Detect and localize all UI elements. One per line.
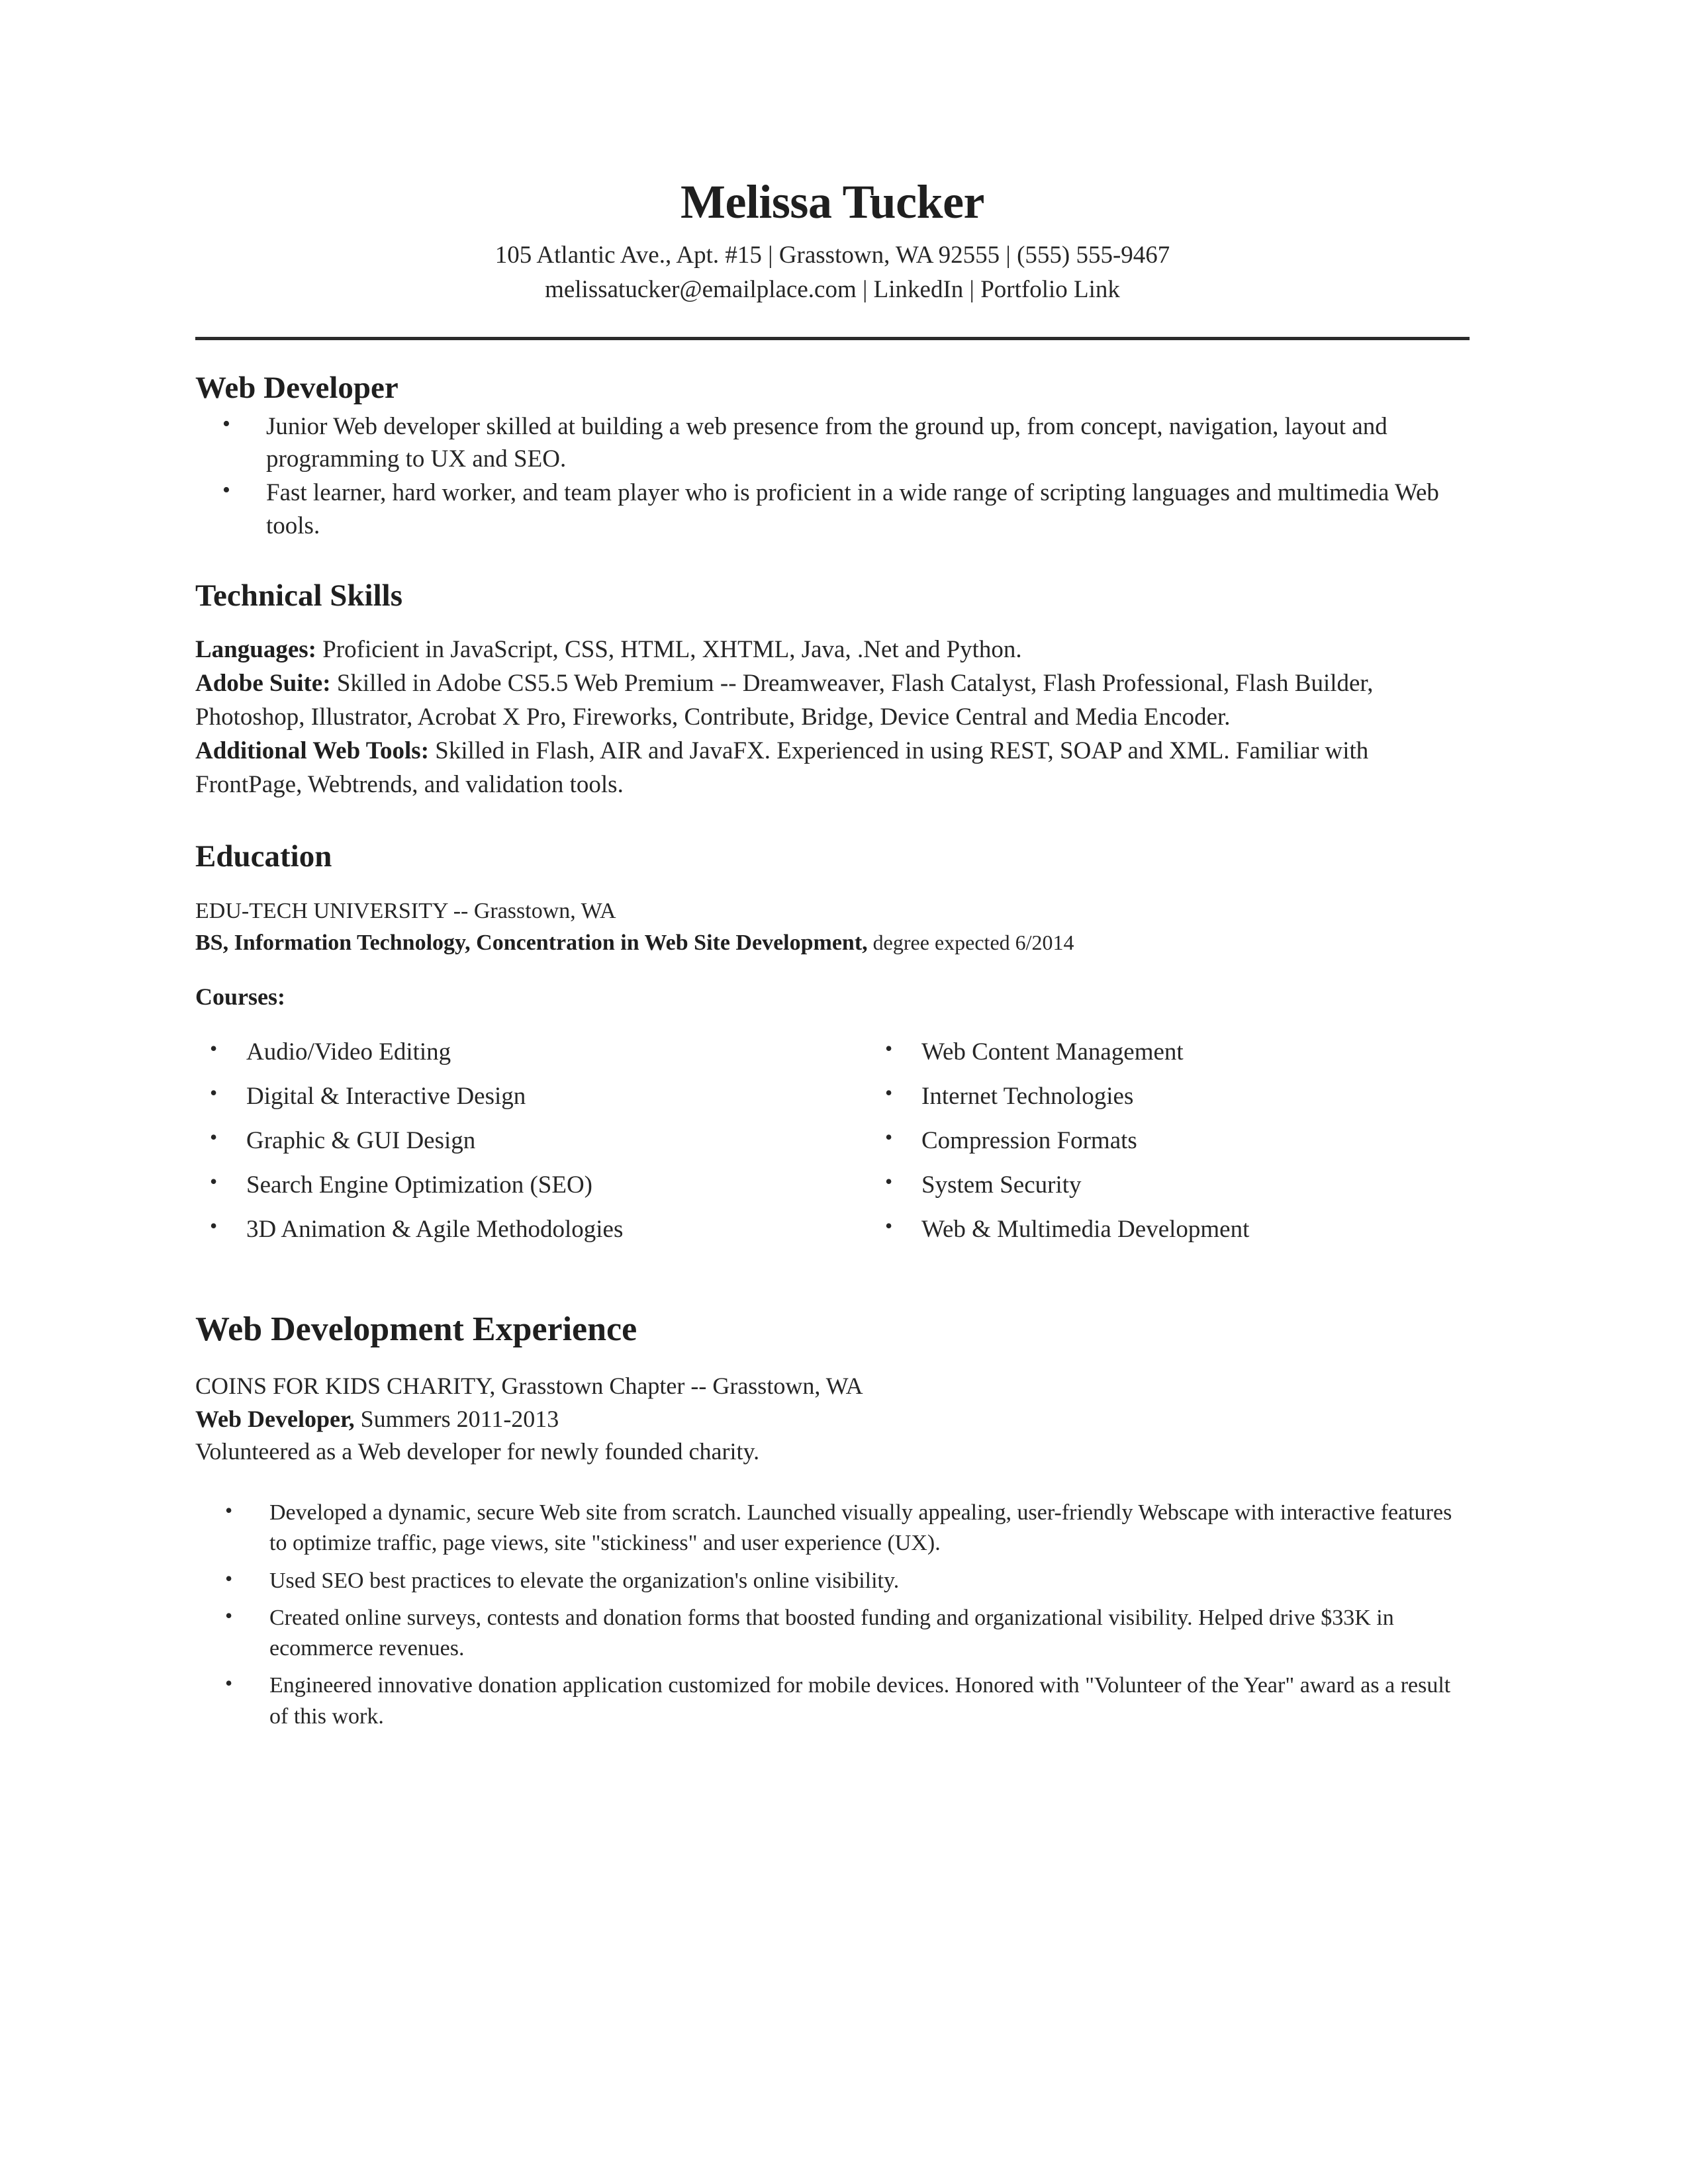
courses-column-right <box>870 1040 1470 1261</box>
list-item: • Fast learner, hard worker, and team player who is proficient in a wide range of scripting languages and multimedia Web tools. <box>195 477 1470 541</box>
experience-body <box>195 1370 1470 1469</box>
resume-content <box>195 0 1470 1739</box>
experience-summary: Volunteered as a Web developer for newly founded charity. <box>195 1438 760 1465</box>
list-item: • Search Engine Optimization (SEO) <box>195 1173 870 1197</box>
skills-text: Skilled in Flash, AIR and JavaFX. Experienced in using REST, SOAP and XML. Familiar with FrontPage, Webtrends, and validation tools. <box>195 737 1369 799</box>
skills-label: Additional Web Tools: <box>195 737 430 765</box>
contact-email-line: melissatucker@emailplace.com | LinkedIn | Portfolio Link <box>545 276 1120 304</box>
technical-skills-body <box>195 633 1470 801</box>
list-item: • Digital & Interactive Design <box>195 1084 870 1109</box>
section-web-developer <box>195 369 1470 542</box>
experience-bullet-list <box>195 1498 1470 1732</box>
list-item: • Engineered innovative donation application customized for mobile devices. Honored with "Volunteer of the Year" award as a result of this work. <box>195 1670 1470 1731</box>
skills-text: Proficient in JavaScript, CSS, HTML, XHTML, Java, .Net and Python. <box>316 636 1022 664</box>
experience-role-title: Web Developer, <box>195 1405 355 1432</box>
section-education <box>195 838 1470 1261</box>
section-heading-experience: Web Development Experience <box>195 1310 637 1348</box>
skills-entry-additional-web-tools <box>195 734 1470 801</box>
section-heading-web-developer: Web Developer <box>195 370 399 405</box>
candidate-name: Melissa Tucker <box>680 175 985 228</box>
list-item: • Web Content Management <box>870 1040 1470 1064</box>
list-item: • Created online surveys, contests and donation forms that boosted funding and organizational visibility. Helped drive $33K in ecommerce revenues. <box>195 1603 1470 1664</box>
education-degree <box>195 927 1470 959</box>
education-degree-title: BS, Information Technology, Concentration in Web Site Development, <box>195 930 868 955</box>
skills-entry-adobe-suite <box>195 666 1470 734</box>
list-item: • Developed a dynamic, secure Web site from scratch. Launched visually appealing, user-friendly Webscape with interactive features to optimize traffic, page views, site "stickiness" and user experience (UX). <box>195 1498 1470 1559</box>
list-item: • Graphic & GUI Design <box>195 1128 870 1153</box>
courses-grid <box>195 1040 1470 1261</box>
web-developer-bullet-list <box>195 410 1470 542</box>
skills-text: Skilled in Adobe CS5.5 Web Premium -- Dreamweaver, Flash Catalyst, Flash Professional, Flash Builder, Photoshop, Illustrator, Acrobat X Pro, Fireworks, Contribute, Bridge, Device Central and Media Encoder. <box>195 670 1374 731</box>
experience-employer: COINS FOR KIDS CHARITY, Grasstown Chapter -- Grasstown, WA <box>195 1373 863 1400</box>
skills-label: Adobe Suite: <box>195 670 331 698</box>
list-item: • 3D Animation & Agile Methodologies <box>195 1217 870 1242</box>
list-item: • Internet Technologies <box>870 1084 1470 1109</box>
list-item: • Audio/Video Editing <box>195 1040 870 1064</box>
resume-header <box>195 0 1470 308</box>
section-technical-skills <box>195 577 1470 802</box>
section-heading-education: Education <box>195 839 332 874</box>
contact-address-line: 105 Atlantic Ave., Apt. #15 | Grasstown, WA 92555 | (555) 555-9467 <box>494 241 1170 269</box>
list-item: • Used SEO best practices to elevate the organization's online visibility. <box>195 1566 1470 1596</box>
experience-role-dates: Summers 2011-2013 <box>354 1405 559 1432</box>
education-degree-date: degree expected 6/2014 <box>867 930 1074 954</box>
education-school: EDU-TECH UNIVERSITY -- Grasstown, WA <box>195 898 616 923</box>
section-heading-technical-skills: Technical Skills <box>195 578 403 613</box>
list-item: • Junior Web developer skilled at building a web presence from the ground up, from concept, navigation, layout and programming to UX and SEO. <box>195 410 1470 475</box>
courses-label: Courses: <box>195 983 285 1010</box>
courses-column-left <box>195 1040 870 1261</box>
skills-label: Languages: <box>195 636 316 664</box>
experience-role <box>195 1403 1470 1436</box>
list-item: • System Security <box>870 1173 1470 1197</box>
list-item: • Compression Formats <box>870 1128 1470 1153</box>
skills-entry-languages <box>195 633 1470 666</box>
section-web-development-experience <box>195 1309 1470 1732</box>
education-body <box>195 895 1470 959</box>
header-divider <box>195 337 1470 340</box>
list-item: • Web & Multimedia Development <box>870 1217 1470 1242</box>
